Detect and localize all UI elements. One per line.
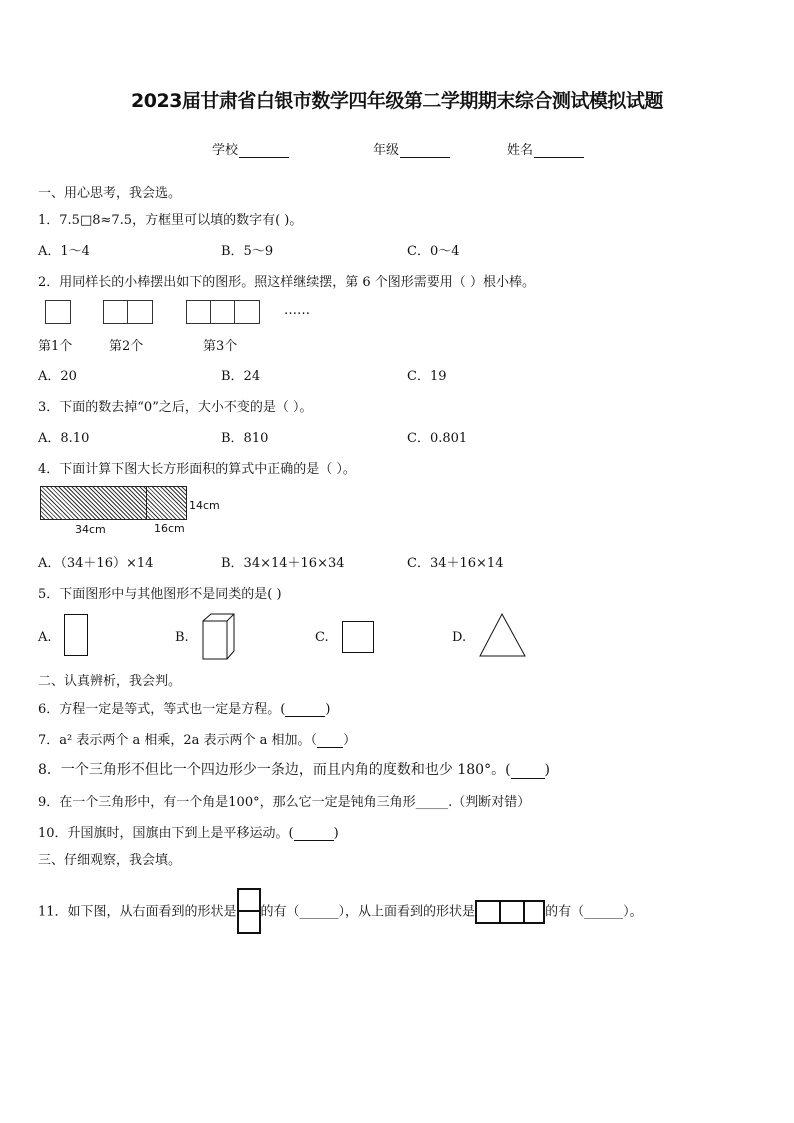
school-label: 学校 [212, 143, 239, 158]
ellipsis: …… [284, 303, 310, 318]
q3-option-a[interactable]: A．8.10 [38, 431, 90, 446]
q11-part3: 的有（______）。 [545, 904, 643, 920]
right-view-shape [237, 888, 261, 934]
label-figure-3: 第3个 [203, 339, 238, 354]
question-8: 8．一个三角形不但比一个四边形少一条边，而且内角的度数和也少 180°。( ) [38, 762, 551, 778]
q4-option-b[interactable]: B．34×14＋16×34 [221, 556, 345, 571]
q4-option-c[interactable]: C．34＋16×14 [407, 556, 504, 571]
hatched-rect-right [146, 486, 187, 520]
width-label-left: 34cm [75, 523, 106, 536]
page-title: 2023届甘肃省白银市数学四年级第二学期期末综合测试模拟试题 [131, 90, 663, 112]
question-3: 3．下面的数去掉“0”之后，大小不变的是（ ）。 [38, 400, 313, 415]
q3-option-c[interactable]: C．0.801 [407, 431, 468, 446]
name-label: 姓名 [507, 143, 534, 158]
q11-part1: 11．如下图，从右面看到的形状是 [38, 904, 237, 920]
q2-option-a[interactable]: A．20 [38, 369, 77, 384]
hatched-rect-left [40, 486, 147, 520]
question-1: 1．7.5□8≈7.5，方框里可以填的数字有( )。 [38, 213, 303, 228]
q5-option-c[interactable]: C. [315, 630, 329, 645]
grade-label: 年级 [373, 143, 400, 158]
question-6: 6．方程一定是等式，等式也一定是方程。( ) [38, 702, 331, 717]
question-9: 9．在一个三角形中，有一个角是100°，那么它一定是钝角三角形_____.（判断对错） [38, 795, 531, 810]
q5-option-d[interactable]: D. [452, 630, 467, 645]
section-3-heading: 三、仔细观察，我会填。 [38, 853, 182, 868]
q5-option-a[interactable]: A. [38, 630, 52, 645]
question-4: 4．下面计算下图大长方形面积的算式中正确的是（ ）。 [38, 462, 356, 477]
section-2-heading: 二、认真辨析，我会判。 [38, 674, 182, 689]
question-7: 7．a² 表示两个 a 相乘，2a 表示两个 a 相加。（ ） [38, 733, 357, 748]
shape-a-rectangle [64, 614, 88, 656]
q3-option-b[interactable]: B．810 [221, 431, 269, 446]
q11-part2: 的有（______），从上面看到的形状是 [260, 904, 476, 920]
shape-c-square [342, 621, 374, 653]
question-11 [38, 889, 643, 935]
q5-option-b[interactable]: B. [175, 630, 189, 645]
section-1-heading: 一、用心思考，我会选。 [38, 186, 182, 201]
q1-option-c[interactable]: C．0～4 [407, 244, 460, 259]
question-2: 2．用同样长的小棒摆出如下的图形。照这样继续摆，第 6 个图形需要用（ ）根小棒。 [38, 275, 535, 290]
q1-option-a[interactable]: A．1～4 [38, 244, 90, 259]
q4-option-a[interactable]: A．（34＋16）×14 [38, 556, 154, 571]
height-label: 14cm [189, 499, 220, 512]
grade-field[interactable] [373, 139, 450, 158]
school-field[interactable] [212, 139, 289, 158]
stick-figure-1 [45, 300, 71, 324]
width-label-right: 16cm [154, 522, 185, 535]
label-figure-2: 第2个 [109, 339, 144, 354]
q2-option-b[interactable]: B．24 [221, 369, 261, 384]
question-5: 5．下面图形中与其他图形不是同类的是( ) [38, 587, 282, 602]
question-10: 10．升国旗时，国旗由下到上是平移运动。( ) [38, 826, 339, 841]
stick-figure-2 [103, 300, 153, 324]
stick-figure-3 [186, 300, 260, 324]
q1-option-b[interactable]: B．5～9 [221, 244, 274, 259]
top-view-shape [475, 900, 545, 924]
label-figure-1: 第1个 [38, 339, 73, 354]
q2-option-c[interactable]: C．19 [407, 369, 447, 384]
shape-d-triangle [478, 612, 528, 658]
shape-b-cuboid [201, 612, 237, 662]
name-field[interactable] [507, 139, 584, 158]
